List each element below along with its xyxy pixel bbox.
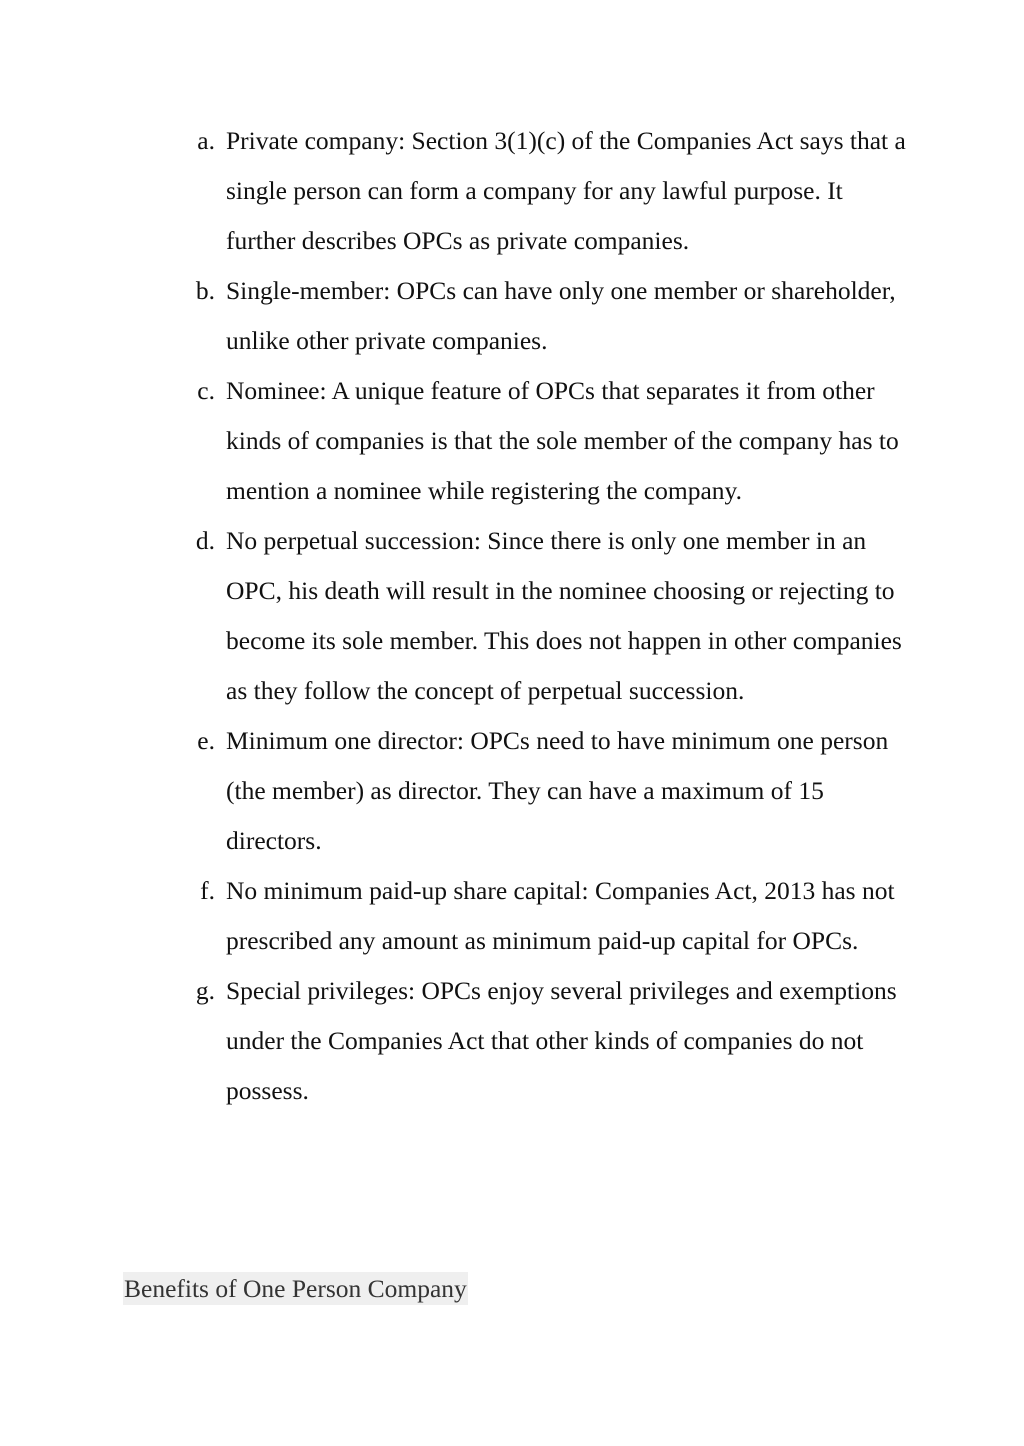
- list-item: [0, 516, 906, 716]
- list-item-text: Nominee: A unique feature of OPCs that separates it from other kinds of companies is that the sole member of the company has to mention a nominee while registering the company.: [226, 376, 899, 505]
- list-item-text: Single-member: OPCs can have only one member or shareholder, unlike other private companies.: [226, 276, 896, 355]
- section-heading: Benefits of One Person Company: [124, 1274, 467, 1303]
- list-item: [0, 266, 906, 366]
- list-marker: e.: [197, 726, 215, 755]
- list-item-text: Private company: Section 3(1)(c) of the Companies Act says that a single person can form a company for any lawful purpose. It further describes OPCs as private companies.: [226, 126, 906, 255]
- list-item-text: Minimum one director: OPCs need to have minimum one person (the member) as director. They can have a maximum of 15 directors.: [226, 726, 889, 855]
- list-item: [0, 116, 906, 266]
- list-marker: g.: [195, 976, 215, 1005]
- list-marker: d.: [195, 526, 215, 555]
- list-item: [0, 716, 906, 866]
- list-item-text: Special privileges: OPCs enjoy several privileges and exemptions under the Companies Act that other kinds of companies do not possess.: [226, 976, 897, 1105]
- list-item: [0, 966, 906, 1116]
- list-item-text: No perpetual succession: Since there is only one member in an OPC, his death will result in the nominee choosing or rejecting to become its sole member. This does not happen in other companies as they follow the concept of perpetual succession.: [226, 526, 902, 705]
- list-marker: b.: [195, 276, 215, 305]
- list-marker: a.: [197, 126, 215, 155]
- list-marker: f.: [200, 876, 215, 905]
- list-item: [0, 366, 906, 516]
- list-marker: c.: [197, 376, 215, 405]
- list-item: [0, 866, 906, 966]
- list-item-text: No minimum paid-up share capital: Companies Act, 2013 has not prescribed any amount as minimum paid-up capital for OPCs.: [226, 876, 895, 955]
- features-list: [0, 116, 1024, 1116]
